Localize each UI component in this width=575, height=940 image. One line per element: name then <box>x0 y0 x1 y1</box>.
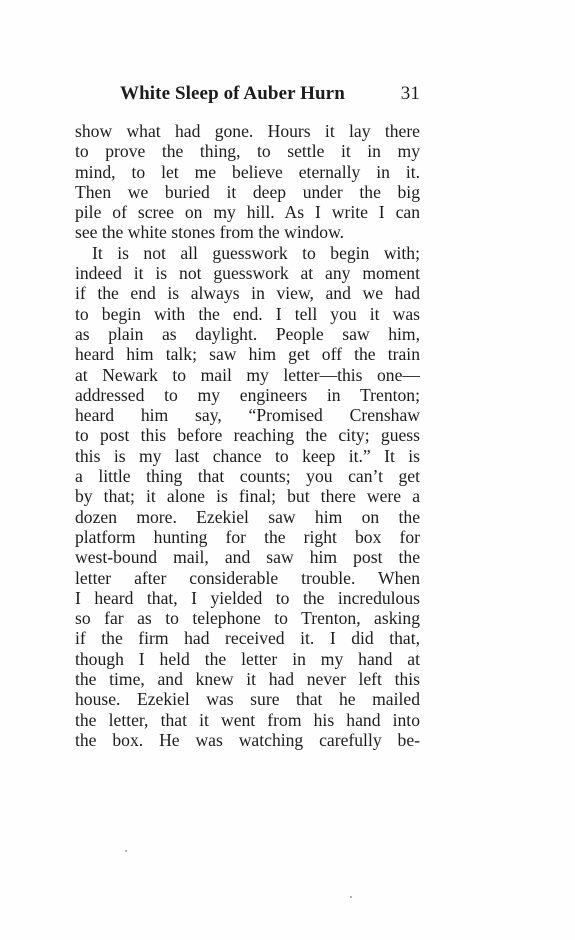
text-line: I heard that, I yielded to the incredulous <box>75 587 420 608</box>
text-line: dozen more. Ezekiel saw him on the <box>75 506 420 527</box>
text-line: though I held the letter in my hand at <box>75 648 420 669</box>
text-line: the box. He was watching carefully be- <box>75 729 420 750</box>
text-line: if the end is always in view, and we had <box>75 283 420 304</box>
text-line: house. Ezekiel was sure that he mailed <box>75 689 420 710</box>
running-title: White Sleep of Auber Hurn <box>120 83 345 104</box>
text-line: by that; it alone is final; but there were a <box>75 486 420 507</box>
text-line: show what had gone. Hours it lay there <box>75 121 420 141</box>
text-line: at Newark to mail my letter—this one— <box>75 364 420 385</box>
text-line: platform hunting for the right box for <box>75 526 420 547</box>
text-line: It is not all guesswork to begin with; <box>92 242 420 263</box>
text-line: the time, and knew it had never left this <box>75 669 420 690</box>
paper-speck <box>350 896 352 898</box>
text-line: heard him talk; saw him get off the train <box>75 344 420 365</box>
running-head <box>120 83 420 109</box>
text-line: the letter, that it went from his hand into <box>75 709 420 730</box>
text-line: see the white stones from the window. <box>75 222 345 243</box>
text-line: indeed it is not guesswork at any moment <box>75 263 420 284</box>
text-line: to post this before reaching the city; guess <box>75 425 420 446</box>
text-line: to prove the thing, to settle it in my <box>75 141 420 162</box>
text-line: pile of scree on my hill. As I write I can <box>75 202 420 223</box>
text-line: letter after considerable trouble. When <box>75 567 420 588</box>
text-line: mind, to let me believe eternally in it. <box>75 161 420 182</box>
text-line: if the firm had received it. I did that, <box>75 628 420 649</box>
text-line: west-bound mail, and saw him post the <box>75 547 420 568</box>
page-number: 31 <box>400 83 420 104</box>
text-line: this is my last chance to keep it.” It is <box>75 445 420 466</box>
text-line: to begin with the end. I tell you it was <box>75 303 420 324</box>
body-text <box>75 121 420 750</box>
text-line: addressed to my engineers in Trenton; <box>75 384 420 405</box>
text-line: so far as to telephone to Trenton, asking <box>75 608 420 629</box>
text-line: Then we buried it deep under the big <box>75 181 420 202</box>
text-line: a little thing that counts; you can’t get <box>75 466 420 487</box>
text-line: heard him say, “Promised Crenshaw <box>75 405 420 426</box>
paper-speck <box>125 850 127 852</box>
text-line: as plain as daylight. People saw him, <box>75 323 420 344</box>
